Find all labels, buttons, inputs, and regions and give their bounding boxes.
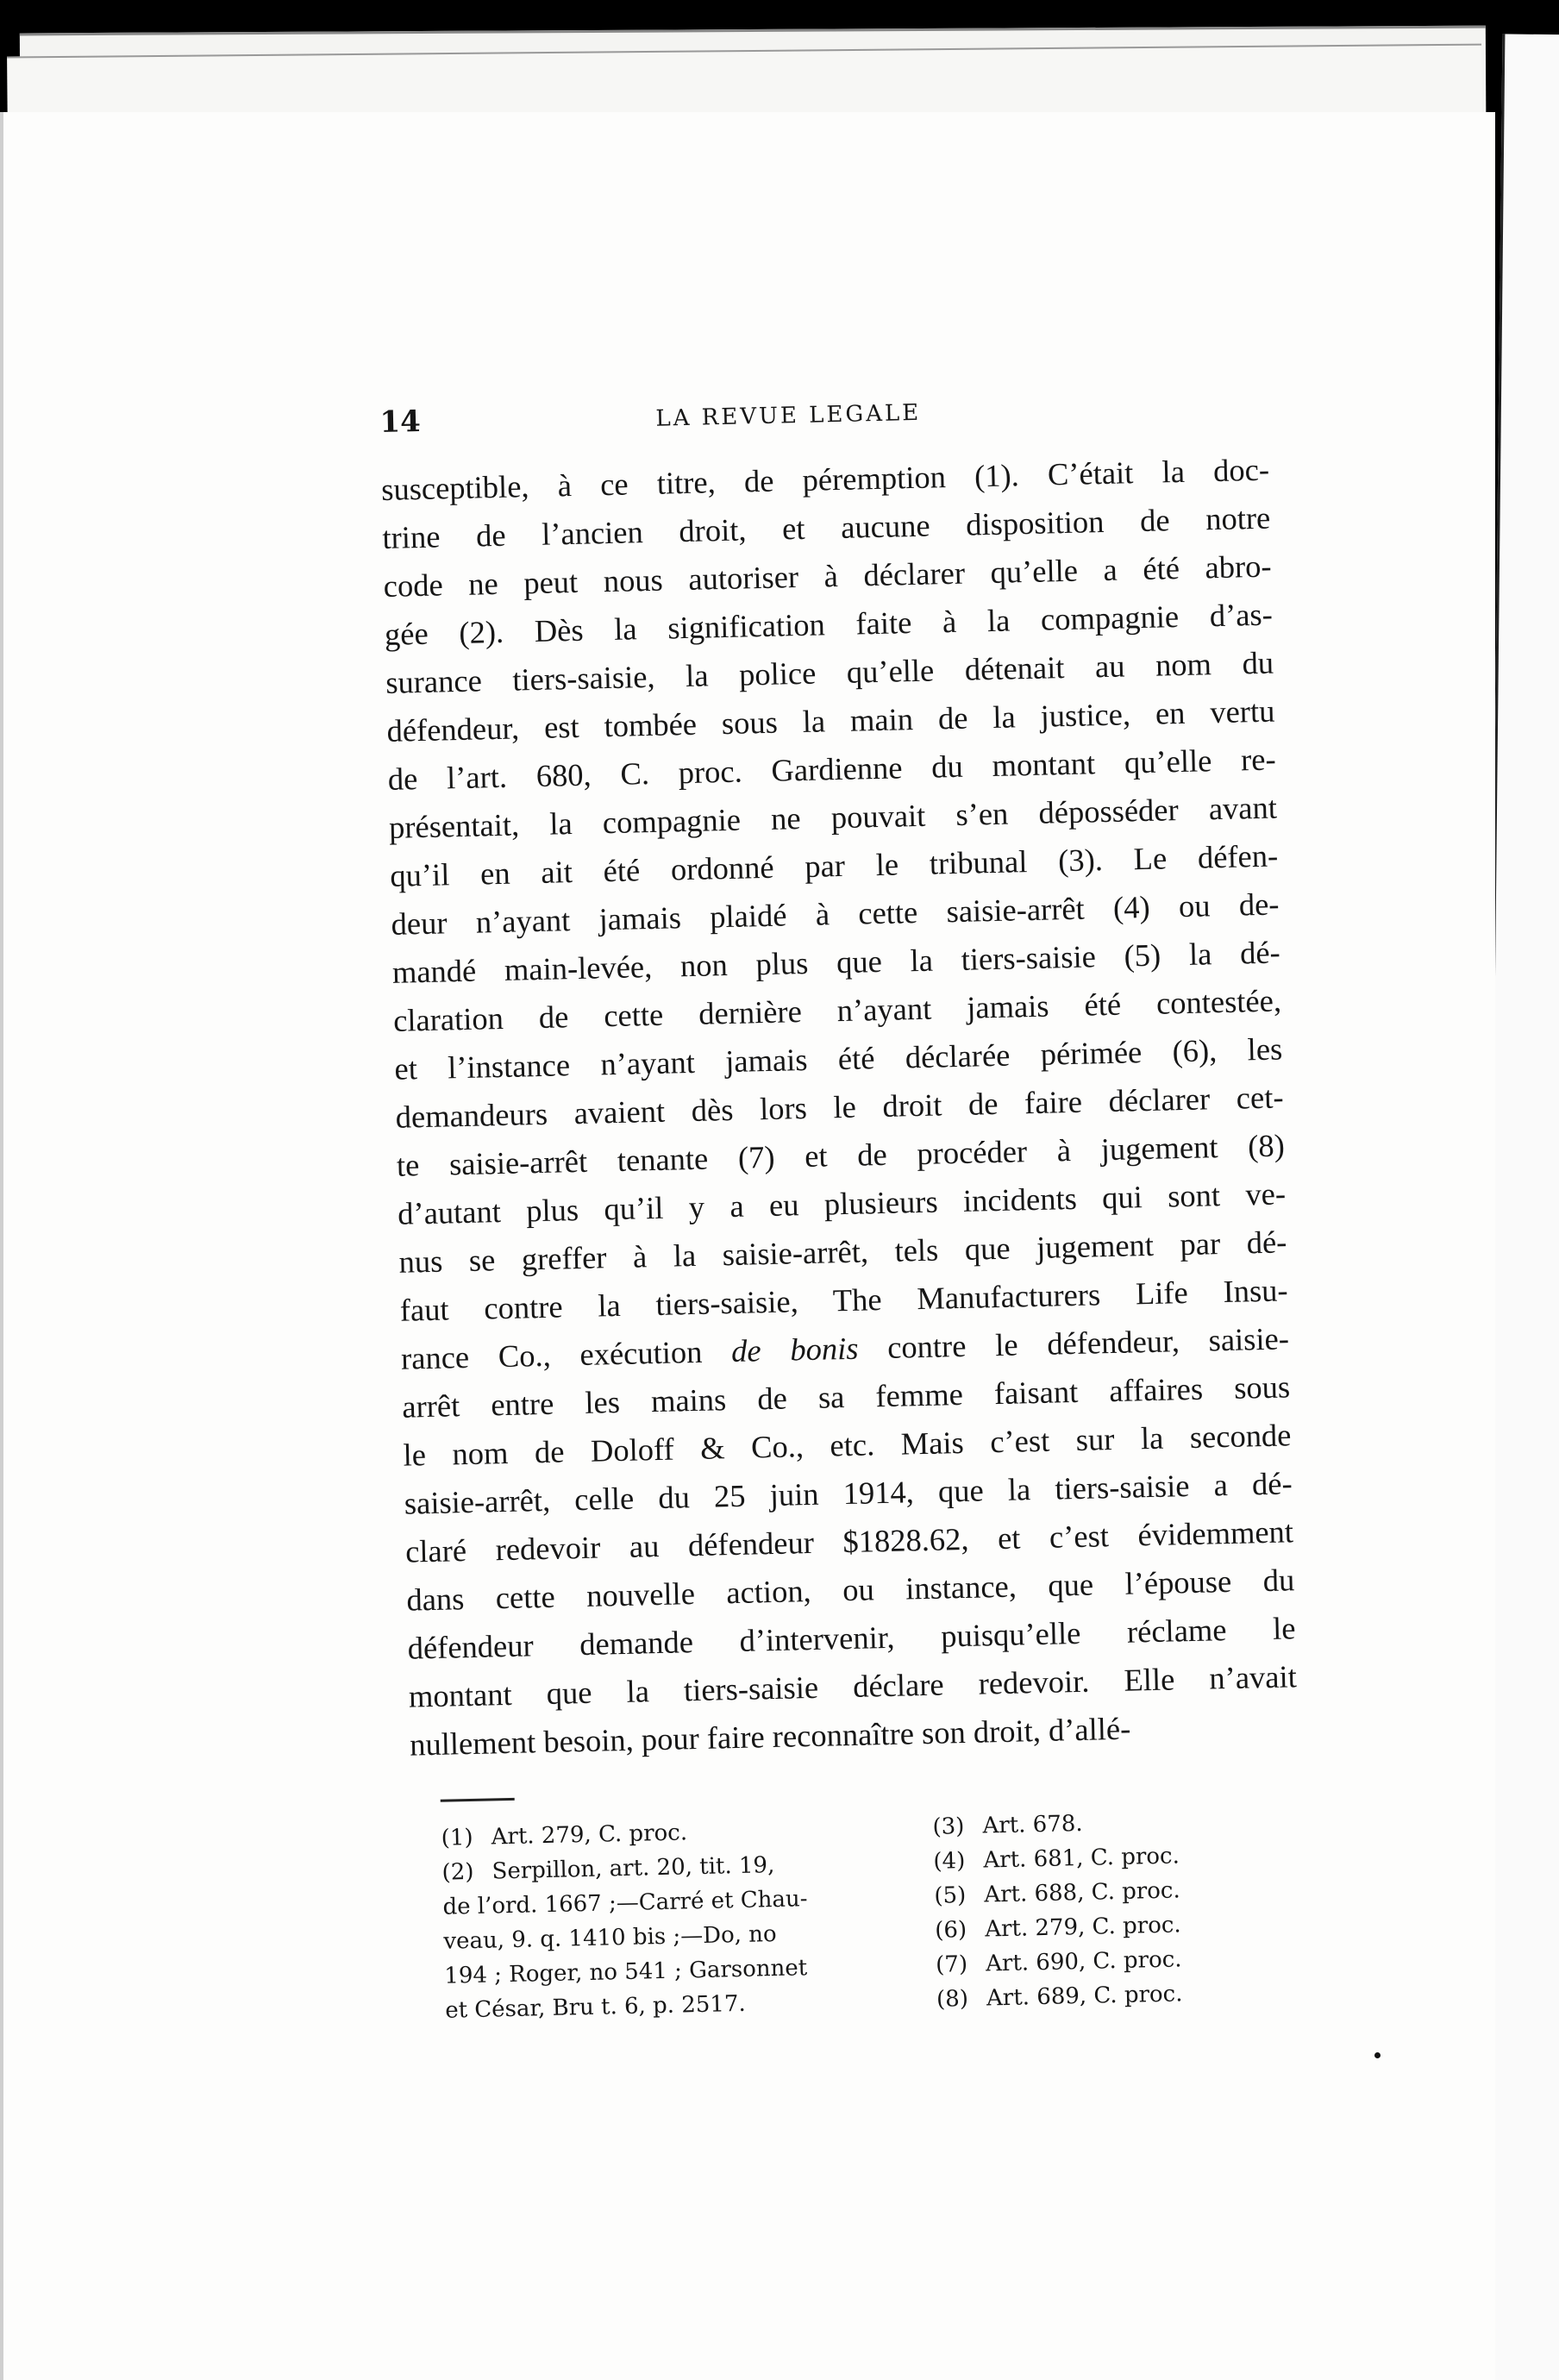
body-line: défendeur, est tombée sous la main de la justice, en vertu xyxy=(386,692,1275,748)
body-line: saisie-arrêt, celle du 25 juin 1914, que la tiers-saisie a dé- xyxy=(404,1465,1293,1521)
body-line: claré redevoir au défendeur $1828.62, et c’est évidemment xyxy=(404,1513,1294,1569)
footnote-number: (2) xyxy=(441,1858,474,1886)
footnote-text: Art. 688, C. proc. xyxy=(984,1877,1181,1908)
footnote-number: (1) xyxy=(441,1824,473,1851)
footnote-text: Serpillon, art. 20, tit. 19, xyxy=(491,1852,775,1885)
body-line: claration de cette dernière n’ayant jamais été contestée, xyxy=(392,982,1282,1038)
body-line: d’autant plus qu’il y a eu plusieurs incidents qui sont ve- xyxy=(397,1175,1287,1231)
body-line: montant que la tiers-saisie déclare redevoir. Elle n’avait xyxy=(408,1658,1298,1714)
footnote-number: (5) xyxy=(934,1882,967,1909)
footnote-continuation: veau, 9. q. 1410 bis ;—Do, no xyxy=(443,1921,777,1955)
journal-title: LA REVUE LEGALE xyxy=(655,399,922,432)
footnotes xyxy=(411,1801,1304,2028)
footnote-number: (3) xyxy=(932,1813,965,1840)
footnote-text: Art. 690, C. proc. xyxy=(985,1946,1182,1977)
footnote-number: (4) xyxy=(933,1848,966,1875)
page-content xyxy=(379,385,1304,2029)
body-line: surance tiers-saisie, la police qu’elle détenait au nom du xyxy=(385,644,1274,700)
body-line: demandeurs avaient dès lors le droit de faire déclarer cet- xyxy=(395,1079,1284,1135)
footnote xyxy=(936,1976,1183,2016)
footnote-text: Art. 681, C. proc. xyxy=(983,1843,1180,1874)
body-line: deur n’ayant jamais plaidé à cette saisie-arrêt (4) ou de- xyxy=(391,886,1280,942)
footnote-rule xyxy=(441,1798,515,1802)
body-text xyxy=(381,446,1299,1769)
footnote-text: Art. 279, C. proc. xyxy=(491,1819,688,1851)
body-line: dans cette nouvelle action, ou instance, que l’épouse du xyxy=(405,1562,1295,1618)
footnote-continuation: de l’ord. 1667 ;—Carré et Chau- xyxy=(442,1886,808,1920)
body-line: présentait, la compagnie ne pouvait s’en déposséder avant xyxy=(388,789,1278,845)
body-line-segment: contre le défendeur, saisie- xyxy=(857,1320,1290,1366)
footnote-text: Art. 279, C. proc. xyxy=(984,1912,1181,1943)
body-line-segment: rance Co., exécution xyxy=(400,1333,732,1376)
body-line: arrêt entre les mains de sa femme faisant affaires sous xyxy=(401,1368,1291,1425)
footnote-number: (8) xyxy=(936,1985,969,2013)
body-line: de l’art. 680, C. proc. Gardienne du montant qu’elle re- xyxy=(387,741,1277,797)
body-line: code ne peut nous autoriser à déclarer qu’elle a été abro- xyxy=(383,548,1272,604)
body-line: et l’instance n’ayant jamais été déclarée périmée (6), les xyxy=(393,1030,1283,1087)
footnote-continuation: 194 ; Roger, no 541 ; Garsonnet xyxy=(444,1955,808,1989)
body-line: susceptible, à ce titre, de péremption (1). C’était la doc- xyxy=(380,451,1270,507)
footnote-continuation: et César, Bru t. 6, p. 2517. xyxy=(444,1990,747,2024)
page-number: 14 xyxy=(379,404,422,440)
footnote-number: (6) xyxy=(934,1917,967,1944)
footnote xyxy=(932,1804,1179,1844)
footnote xyxy=(936,1942,1182,1982)
ink-speck xyxy=(1374,2052,1381,2058)
footnote-number: (7) xyxy=(935,1951,968,1978)
body-line: gée (2). Dès la signification faite à la compagnie d’as- xyxy=(384,596,1274,652)
body-line: qu’il en ait été ordonné par le tribunal (3). Le défen- xyxy=(389,837,1279,893)
footnote-text: Art. 689, C. proc. xyxy=(986,1981,1183,2012)
body-line: défendeur demande d’intervenir, puisqu’elle réclame le xyxy=(407,1610,1296,1666)
body-line: nus se greffer à la saisie-arrêt, tels que jugement par dé- xyxy=(398,1224,1287,1280)
footnotes-right-column xyxy=(889,1804,1183,2018)
body-line: faut contre la tiers-saisie, The Manufacturers Life Insu- xyxy=(399,1272,1289,1328)
body-line: nullement besoin, pour faire reconnaître son droit, d’allé- xyxy=(409,1710,1131,1763)
footnote xyxy=(934,1873,1180,1913)
footnote xyxy=(935,1907,1181,1947)
footnotes-left-column xyxy=(411,1811,893,2029)
italic-term: de bonis xyxy=(730,1330,859,1369)
footnote xyxy=(933,1838,1180,1878)
body-line: trine de l’ancien droit, et aucune disposition de notre xyxy=(382,499,1271,555)
body-line: le nom de Doloff & Co., etc. Mais c’est sur la seconde xyxy=(403,1417,1292,1473)
body-line: mandé main-levée, non plus que la tiers-saisie (5) la dé- xyxy=(391,934,1281,990)
footnote-text: Art. 678. xyxy=(982,1810,1083,1839)
body-line: te saisie-arrêt tenante (7) et de procéder à jugement (8) xyxy=(396,1127,1286,1183)
